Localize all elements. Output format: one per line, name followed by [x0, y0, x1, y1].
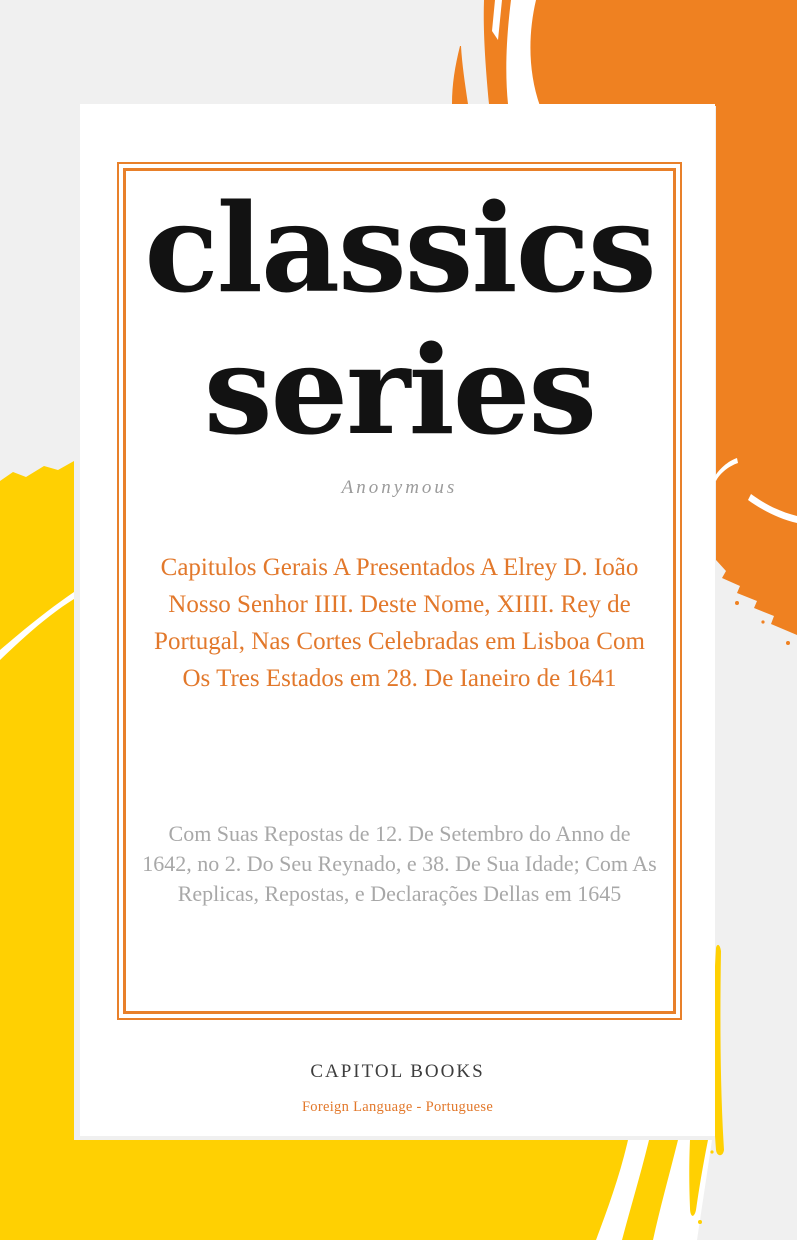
book-title-line: Os Tres Estados em 28. De Ianeiro de 1641 — [182, 665, 617, 692]
book-title-line: Capitulos Gerais A Presentados A Elrey D. Ioão — [160, 554, 639, 581]
orange-speck — [786, 641, 790, 645]
yellow-bottom-block — [0, 1140, 628, 1240]
cover-card — [80, 104, 715, 1136]
double-border-frame-inner — [123, 168, 676, 1014]
book-subtitle-line: Com Suas Repostas de 12. De Setembro do Anno de — [168, 821, 631, 846]
book-title-line: Nosso Senhor IIII. Deste Nome, XIIII. Rey de — [168, 591, 631, 618]
yellow-speck — [698, 1220, 702, 1224]
book-title-line: Portugal, Nas Cortes Celebradas em Lisboa Com — [154, 628, 645, 655]
orange-speck — [735, 601, 739, 605]
yellow-left-block — [0, 461, 74, 1240]
book-subtitle-line: Replicas, Repostas, e Declarações Dellas em 1645 — [177, 881, 622, 906]
book-subtitle-line: 1642, no 2. Do Seu Reynado, e 38. De Sua Idade; Com As — [142, 851, 657, 876]
yellow-speck — [710, 1150, 713, 1153]
book-subtitle — [126, 819, 673, 909]
double-border-frame — [117, 162, 682, 1020]
orange-speck — [761, 620, 764, 623]
publisher-name: CAPITOL BOOKS — [310, 1061, 485, 1082]
book-title — [126, 549, 673, 697]
series-title-line: series — [203, 318, 596, 462]
category-tag: Foreign Language - Portuguese — [301, 1099, 494, 1115]
series-title-line: classics — [144, 176, 655, 320]
author-name: Anonymous — [341, 477, 458, 498]
series-title — [126, 177, 673, 461]
